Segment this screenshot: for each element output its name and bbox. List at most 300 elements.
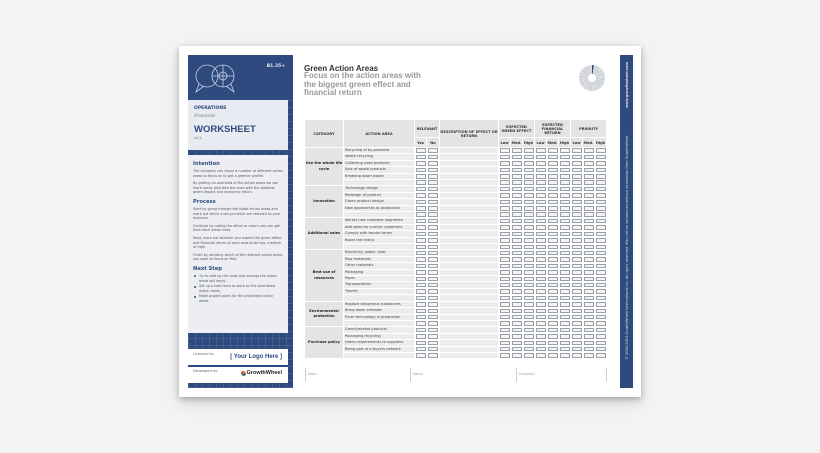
relevant-no-checkbox[interactable] (428, 206, 438, 211)
fin-high-checkbox[interactable] (560, 334, 570, 339)
prio-low-checkbox[interactable] (572, 180, 582, 185)
relevant-yes-checkbox[interactable] (416, 302, 426, 307)
green-high-checkbox[interactable] (524, 328, 534, 333)
fin-high-checkbox[interactable] (560, 309, 570, 314)
fin-high-checkbox[interactable] (560, 225, 570, 230)
green-med-checkbox[interactable] (512, 353, 522, 358)
fin-high-checkbox[interactable] (560, 257, 570, 262)
relevant-yes-checkbox[interactable] (416, 238, 426, 243)
fin-med-checkbox[interactable] (548, 206, 558, 211)
green-med-checkbox[interactable] (512, 245, 522, 250)
fin-low-checkbox[interactable] (536, 200, 546, 205)
green-high-checkbox[interactable] (524, 341, 534, 346)
prio-low-checkbox[interactable] (572, 328, 582, 333)
fin-low-checkbox[interactable] (536, 232, 546, 237)
prio-low-checkbox[interactable] (572, 264, 582, 269)
prio-low-checkbox[interactable] (572, 257, 582, 262)
fin-low-checkbox[interactable] (536, 289, 546, 294)
green-low-checkbox[interactable] (500, 289, 510, 294)
fin-med-checkbox[interactable] (548, 315, 558, 320)
green-high-checkbox[interactable] (524, 257, 534, 262)
prio-med-checkbox[interactable] (584, 315, 594, 320)
prio-low-checkbox[interactable] (572, 309, 582, 314)
fin-low-checkbox[interactable] (536, 148, 546, 153)
relevant-yes-checkbox[interactable] (416, 251, 426, 256)
prio-high-checkbox[interactable] (596, 334, 606, 339)
prio-low-checkbox[interactable] (572, 321, 582, 326)
prio-low-checkbox[interactable] (572, 206, 582, 211)
fin-med-checkbox[interactable] (548, 187, 558, 192)
relevant-no-checkbox[interactable] (428, 180, 438, 185)
prio-med-checkbox[interactable] (584, 155, 594, 160)
prio-low-checkbox[interactable] (572, 296, 582, 301)
green-low-checkbox[interactable] (500, 277, 510, 282)
fin-med-checkbox[interactable] (548, 264, 558, 269)
fin-med-checkbox[interactable] (548, 277, 558, 282)
prio-high-checkbox[interactable] (596, 193, 606, 198)
green-med-checkbox[interactable] (512, 302, 522, 307)
relevant-no-checkbox[interactable] (428, 161, 438, 166)
relevant-no-checkbox[interactable] (428, 353, 438, 358)
prio-high-checkbox[interactable] (596, 238, 606, 243)
green-med-checkbox[interactable] (512, 193, 522, 198)
green-low-checkbox[interactable] (500, 245, 510, 250)
fin-low-checkbox[interactable] (536, 315, 546, 320)
green-low-checkbox[interactable] (500, 238, 510, 243)
prio-med-checkbox[interactable] (584, 347, 594, 352)
relevant-no-checkbox[interactable] (428, 219, 438, 224)
company-field[interactable]: Company: (516, 368, 607, 382)
prio-low-checkbox[interactable] (572, 302, 582, 307)
green-low-checkbox[interactable] (500, 155, 510, 160)
relevant-no-checkbox[interactable] (428, 200, 438, 205)
fin-high-checkbox[interactable] (560, 277, 570, 282)
relevant-no-checkbox[interactable] (428, 264, 438, 269)
green-high-checkbox[interactable] (524, 168, 534, 173)
relevant-no-checkbox[interactable] (428, 309, 438, 314)
green-high-checkbox[interactable] (524, 353, 534, 358)
prio-low-checkbox[interactable] (572, 148, 582, 153)
green-med-checkbox[interactable] (512, 289, 522, 294)
prio-low-checkbox[interactable] (572, 155, 582, 160)
green-med-checkbox[interactable] (512, 232, 522, 237)
fin-med-checkbox[interactable] (548, 257, 558, 262)
fin-high-checkbox[interactable] (560, 270, 570, 275)
fin-med-checkbox[interactable] (548, 238, 558, 243)
prio-low-checkbox[interactable] (572, 161, 582, 166)
fin-med-checkbox[interactable] (548, 341, 558, 346)
fin-med-checkbox[interactable] (548, 328, 558, 333)
relevant-yes-checkbox[interactable] (416, 315, 426, 320)
fin-med-checkbox[interactable] (548, 283, 558, 288)
relevant-no-checkbox[interactable] (428, 302, 438, 307)
relevant-yes-checkbox[interactable] (416, 161, 426, 166)
prio-low-checkbox[interactable] (572, 283, 582, 288)
prio-high-checkbox[interactable] (596, 155, 606, 160)
prio-med-checkbox[interactable] (584, 212, 594, 217)
green-high-checkbox[interactable] (524, 245, 534, 250)
fin-med-checkbox[interactable] (548, 353, 558, 358)
fin-low-checkbox[interactable] (536, 283, 546, 288)
fin-high-checkbox[interactable] (560, 168, 570, 173)
prio-high-checkbox[interactable] (596, 232, 606, 237)
green-high-checkbox[interactable] (524, 219, 534, 224)
relevant-no-checkbox[interactable] (428, 328, 438, 333)
green-high-checkbox[interactable] (524, 200, 534, 205)
relevant-yes-checkbox[interactable] (416, 193, 426, 198)
prio-low-checkbox[interactable] (572, 341, 582, 346)
fin-high-checkbox[interactable] (560, 200, 570, 205)
relevant-no-checkbox[interactable] (428, 347, 438, 352)
relevant-no-checkbox[interactable] (428, 283, 438, 288)
green-high-checkbox[interactable] (524, 251, 534, 256)
prio-med-checkbox[interactable] (584, 283, 594, 288)
fin-high-checkbox[interactable] (560, 238, 570, 243)
prio-high-checkbox[interactable] (596, 225, 606, 230)
green-med-checkbox[interactable] (512, 206, 522, 211)
fin-low-checkbox[interactable] (536, 347, 546, 352)
fin-low-checkbox[interactable] (536, 193, 546, 198)
fin-high-checkbox[interactable] (560, 321, 570, 326)
prio-low-checkbox[interactable] (572, 168, 582, 173)
prio-low-checkbox[interactable] (572, 200, 582, 205)
green-low-checkbox[interactable] (500, 270, 510, 275)
fin-low-checkbox[interactable] (536, 180, 546, 185)
relevant-yes-checkbox[interactable] (416, 257, 426, 262)
fin-high-checkbox[interactable] (560, 206, 570, 211)
relevant-no-checkbox[interactable] (428, 148, 438, 153)
green-med-checkbox[interactable] (512, 225, 522, 230)
fin-low-checkbox[interactable] (536, 257, 546, 262)
fin-high-checkbox[interactable] (560, 161, 570, 166)
green-low-checkbox[interactable] (500, 187, 510, 192)
relevant-no-checkbox[interactable] (428, 315, 438, 320)
relevant-no-checkbox[interactable] (428, 277, 438, 282)
fin-low-checkbox[interactable] (536, 238, 546, 243)
green-high-checkbox[interactable] (524, 315, 534, 320)
green-med-checkbox[interactable] (512, 315, 522, 320)
fin-high-checkbox[interactable] (560, 353, 570, 358)
prio-med-checkbox[interactable] (584, 257, 594, 262)
green-high-checkbox[interactable] (524, 321, 534, 326)
green-med-checkbox[interactable] (512, 347, 522, 352)
green-med-checkbox[interactable] (512, 277, 522, 282)
prio-low-checkbox[interactable] (572, 212, 582, 217)
green-high-checkbox[interactable] (524, 289, 534, 294)
prio-high-checkbox[interactable] (596, 302, 606, 307)
fin-med-checkbox[interactable] (548, 270, 558, 275)
fin-high-checkbox[interactable] (560, 155, 570, 160)
relevant-yes-checkbox[interactable] (416, 225, 426, 230)
relevant-yes-checkbox[interactable] (416, 334, 426, 339)
relevant-no-checkbox[interactable] (428, 168, 438, 173)
fin-low-checkbox[interactable] (536, 302, 546, 307)
green-high-checkbox[interactable] (524, 334, 534, 339)
prio-med-checkbox[interactable] (584, 277, 594, 282)
prio-med-checkbox[interactable] (584, 328, 594, 333)
prio-high-checkbox[interactable] (596, 219, 606, 224)
prio-high-checkbox[interactable] (596, 251, 606, 256)
green-low-checkbox[interactable] (500, 219, 510, 224)
relevant-yes-checkbox[interactable] (416, 270, 426, 275)
prio-high-checkbox[interactable] (596, 148, 606, 153)
fin-med-checkbox[interactable] (548, 334, 558, 339)
relevant-no-checkbox[interactable] (428, 270, 438, 275)
green-low-checkbox[interactable] (500, 353, 510, 358)
green-med-checkbox[interactable] (512, 148, 522, 153)
relevant-yes-checkbox[interactable] (416, 200, 426, 205)
green-low-checkbox[interactable] (500, 180, 510, 185)
prio-med-checkbox[interactable] (584, 232, 594, 237)
relevant-no-checkbox[interactable] (428, 341, 438, 346)
fin-high-checkbox[interactable] (560, 251, 570, 256)
prio-med-checkbox[interactable] (584, 321, 594, 326)
fin-low-checkbox[interactable] (536, 187, 546, 192)
prio-low-checkbox[interactable] (572, 193, 582, 198)
green-high-checkbox[interactable] (524, 277, 534, 282)
prio-med-checkbox[interactable] (584, 206, 594, 211)
green-low-checkbox[interactable] (500, 315, 510, 320)
prio-med-checkbox[interactable] (584, 219, 594, 224)
green-low-checkbox[interactable] (500, 206, 510, 211)
fin-low-checkbox[interactable] (536, 225, 546, 230)
green-high-checkbox[interactable] (524, 212, 534, 217)
green-high-checkbox[interactable] (524, 148, 534, 153)
prio-med-checkbox[interactable] (584, 296, 594, 301)
prio-high-checkbox[interactable] (596, 296, 606, 301)
name-field[interactable]: Name: (410, 368, 516, 382)
green-med-checkbox[interactable] (512, 264, 522, 269)
relevant-yes-checkbox[interactable] (416, 353, 426, 358)
green-med-checkbox[interactable] (512, 155, 522, 160)
prio-med-checkbox[interactable] (584, 245, 594, 250)
fin-med-checkbox[interactable] (548, 296, 558, 301)
fin-med-checkbox[interactable] (548, 168, 558, 173)
relevant-no-checkbox[interactable] (428, 238, 438, 243)
relevant-yes-checkbox[interactable] (416, 289, 426, 294)
green-med-checkbox[interactable] (512, 161, 522, 166)
fin-low-checkbox[interactable] (536, 341, 546, 346)
prio-med-checkbox[interactable] (584, 225, 594, 230)
prio-high-checkbox[interactable] (596, 212, 606, 217)
relevant-yes-checkbox[interactable] (416, 180, 426, 185)
fin-low-checkbox[interactable] (536, 270, 546, 275)
green-low-checkbox[interactable] (500, 264, 510, 269)
relevant-no-checkbox[interactable] (428, 245, 438, 250)
green-med-checkbox[interactable] (512, 321, 522, 326)
fin-high-checkbox[interactable] (560, 328, 570, 333)
prio-high-checkbox[interactable] (596, 161, 606, 166)
relevant-yes-checkbox[interactable] (416, 277, 426, 282)
fin-high-checkbox[interactable] (560, 341, 570, 346)
fin-high-checkbox[interactable] (560, 219, 570, 224)
fin-med-checkbox[interactable] (548, 251, 558, 256)
description-input[interactable] (440, 353, 499, 359)
prio-high-checkbox[interactable] (596, 257, 606, 262)
prio-med-checkbox[interactable] (584, 289, 594, 294)
prio-med-checkbox[interactable] (584, 168, 594, 173)
relevant-no-checkbox[interactable] (428, 187, 438, 192)
fin-med-checkbox[interactable] (548, 225, 558, 230)
green-med-checkbox[interactable] (512, 219, 522, 224)
prio-low-checkbox[interactable] (572, 187, 582, 192)
prio-high-checkbox[interactable] (596, 187, 606, 192)
fin-low-checkbox[interactable] (536, 206, 546, 211)
fin-high-checkbox[interactable] (560, 315, 570, 320)
prio-med-checkbox[interactable] (584, 238, 594, 243)
fin-low-checkbox[interactable] (536, 251, 546, 256)
green-low-checkbox[interactable] (500, 168, 510, 173)
prio-high-checkbox[interactable] (596, 283, 606, 288)
green-low-checkbox[interactable] (500, 302, 510, 307)
prio-med-checkbox[interactable] (584, 251, 594, 256)
prio-low-checkbox[interactable] (572, 245, 582, 250)
fin-med-checkbox[interactable] (548, 161, 558, 166)
date-field[interactable]: Date: (305, 368, 410, 382)
prio-med-checkbox[interactable] (584, 353, 594, 358)
green-low-checkbox[interactable] (500, 161, 510, 166)
prio-high-checkbox[interactable] (596, 168, 606, 173)
fin-high-checkbox[interactable] (560, 174, 570, 179)
prio-low-checkbox[interactable] (572, 225, 582, 230)
fin-low-checkbox[interactable] (536, 161, 546, 166)
relevant-no-checkbox[interactable] (428, 225, 438, 230)
prio-med-checkbox[interactable] (584, 187, 594, 192)
relevant-no-checkbox[interactable] (428, 334, 438, 339)
relevant-no-checkbox[interactable] (428, 193, 438, 198)
green-med-checkbox[interactable] (512, 270, 522, 275)
prio-low-checkbox[interactable] (572, 251, 582, 256)
relevant-no-checkbox[interactable] (428, 251, 438, 256)
green-med-checkbox[interactable] (512, 251, 522, 256)
fin-med-checkbox[interactable] (548, 289, 558, 294)
green-low-checkbox[interactable] (500, 296, 510, 301)
fin-high-checkbox[interactable] (560, 148, 570, 153)
green-low-checkbox[interactable] (500, 193, 510, 198)
fin-med-checkbox[interactable] (548, 155, 558, 160)
prio-med-checkbox[interactable] (584, 193, 594, 198)
prio-med-checkbox[interactable] (584, 148, 594, 153)
prio-med-checkbox[interactable] (584, 302, 594, 307)
fin-low-checkbox[interactable] (536, 168, 546, 173)
relevant-yes-checkbox[interactable] (416, 187, 426, 192)
prio-high-checkbox[interactable] (596, 321, 606, 326)
fin-high-checkbox[interactable] (560, 283, 570, 288)
green-high-checkbox[interactable] (524, 302, 534, 307)
fin-high-checkbox[interactable] (560, 212, 570, 217)
green-high-checkbox[interactable] (524, 193, 534, 198)
prio-med-checkbox[interactable] (584, 180, 594, 185)
relevant-yes-checkbox[interactable] (416, 155, 426, 160)
prio-med-checkbox[interactable] (584, 200, 594, 205)
green-high-checkbox[interactable] (524, 347, 534, 352)
relevant-yes-checkbox[interactable] (416, 206, 426, 211)
relevant-yes-checkbox[interactable] (416, 283, 426, 288)
relevant-no-checkbox[interactable] (428, 174, 438, 179)
prio-low-checkbox[interactable] (572, 277, 582, 282)
prio-med-checkbox[interactable] (584, 270, 594, 275)
prio-high-checkbox[interactable] (596, 315, 606, 320)
fin-high-checkbox[interactable] (560, 180, 570, 185)
prio-high-checkbox[interactable] (596, 245, 606, 250)
prio-high-checkbox[interactable] (596, 328, 606, 333)
fin-low-checkbox[interactable] (536, 219, 546, 224)
fin-med-checkbox[interactable] (548, 200, 558, 205)
green-low-checkbox[interactable] (500, 347, 510, 352)
green-med-checkbox[interactable] (512, 200, 522, 205)
green-med-checkbox[interactable] (512, 238, 522, 243)
relevant-yes-checkbox[interactable] (416, 264, 426, 269)
prio-high-checkbox[interactable] (596, 174, 606, 179)
fin-low-checkbox[interactable] (536, 328, 546, 333)
relevant-yes-checkbox[interactable] (416, 309, 426, 314)
prio-med-checkbox[interactable] (584, 174, 594, 179)
relevant-no-checkbox[interactable] (428, 321, 438, 326)
relevant-no-checkbox[interactable] (428, 232, 438, 237)
green-high-checkbox[interactable] (524, 187, 534, 192)
green-med-checkbox[interactable] (512, 334, 522, 339)
relevant-no-checkbox[interactable] (428, 257, 438, 262)
prio-med-checkbox[interactable] (584, 264, 594, 269)
green-low-checkbox[interactable] (500, 148, 510, 153)
fin-med-checkbox[interactable] (548, 321, 558, 326)
relevant-yes-checkbox[interactable] (416, 296, 426, 301)
green-low-checkbox[interactable] (500, 321, 510, 326)
fin-low-checkbox[interactable] (536, 277, 546, 282)
green-med-checkbox[interactable] (512, 296, 522, 301)
prio-low-checkbox[interactable] (572, 219, 582, 224)
prio-high-checkbox[interactable] (596, 180, 606, 185)
relevant-yes-checkbox[interactable] (416, 174, 426, 179)
green-low-checkbox[interactable] (500, 212, 510, 217)
green-low-checkbox[interactable] (500, 232, 510, 237)
relevant-yes-checkbox[interactable] (416, 341, 426, 346)
relevant-no-checkbox[interactable] (428, 155, 438, 160)
prio-med-checkbox[interactable] (584, 334, 594, 339)
prio-low-checkbox[interactable] (572, 289, 582, 294)
green-low-checkbox[interactable] (500, 328, 510, 333)
green-low-checkbox[interactable] (500, 341, 510, 346)
relevant-yes-checkbox[interactable] (416, 219, 426, 224)
green-low-checkbox[interactable] (500, 174, 510, 179)
fin-low-checkbox[interactable] (536, 174, 546, 179)
fin-med-checkbox[interactable] (548, 302, 558, 307)
prio-low-checkbox[interactable] (572, 334, 582, 339)
fin-low-checkbox[interactable] (536, 321, 546, 326)
green-med-checkbox[interactable] (512, 257, 522, 262)
relevant-yes-checkbox[interactable] (416, 232, 426, 237)
fin-low-checkbox[interactable] (536, 353, 546, 358)
prio-high-checkbox[interactable] (596, 200, 606, 205)
green-low-checkbox[interactable] (500, 309, 510, 314)
prio-high-checkbox[interactable] (596, 277, 606, 282)
green-med-checkbox[interactable] (512, 187, 522, 192)
fin-high-checkbox[interactable] (560, 347, 570, 352)
green-med-checkbox[interactable] (512, 174, 522, 179)
fin-low-checkbox[interactable] (536, 309, 546, 314)
prio-low-checkbox[interactable] (572, 270, 582, 275)
prio-high-checkbox[interactable] (596, 347, 606, 352)
prio-high-checkbox[interactable] (596, 264, 606, 269)
green-high-checkbox[interactable] (524, 264, 534, 269)
green-high-checkbox[interactable] (524, 161, 534, 166)
green-high-checkbox[interactable] (524, 180, 534, 185)
relevant-yes-checkbox[interactable] (416, 328, 426, 333)
green-high-checkbox[interactable] (524, 225, 534, 230)
fin-med-checkbox[interactable] (548, 245, 558, 250)
fin-high-checkbox[interactable] (560, 296, 570, 301)
prio-low-checkbox[interactable] (572, 347, 582, 352)
